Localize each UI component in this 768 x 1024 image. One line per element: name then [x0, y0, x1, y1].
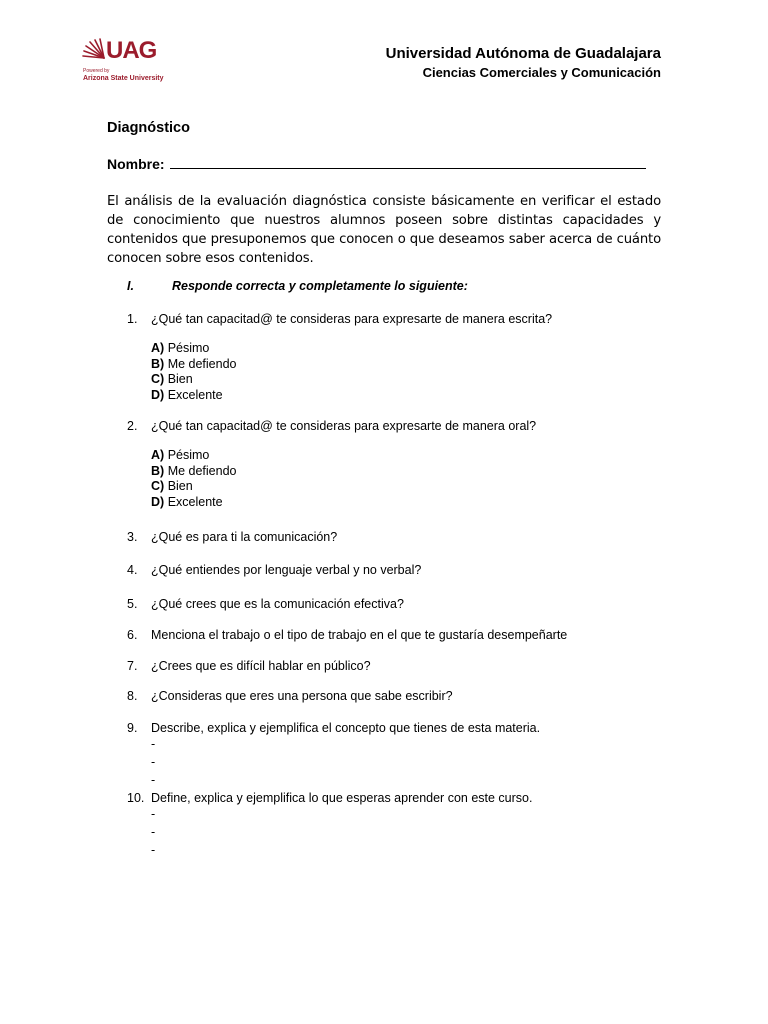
- department-name: Ciencias Comerciales y Comunicación: [422, 65, 661, 80]
- question-2: [127, 418, 536, 434]
- question-number: 10.: [127, 791, 145, 805]
- name-label: Nombre:: [107, 156, 165, 172]
- sunburst-logo-icon: [82, 38, 108, 60]
- answer-dash: -: [151, 843, 156, 857]
- option-b: B) Me defiendo: [151, 463, 237, 478]
- question-text: ¿Qué es para ti la comunicación?: [151, 530, 338, 544]
- option-c: C) Bien: [151, 479, 193, 493]
- name-blank-line: [170, 155, 646, 169]
- intro-paragraph: El análisis de la evaluación diagnóstica consiste básicamente en verificar el estado de conocimiento que nuestros alumnos poseen sobre distintas capacidades y contenidos que presuponemos que conocen o que deseamos saber acerca de cuánto conocen sobre esos contenidos.: [107, 194, 661, 266]
- question-7: [127, 658, 371, 674]
- question-number: 6.: [127, 628, 138, 642]
- answer-dash: -: [151, 773, 156, 787]
- question-number: 5.: [127, 597, 138, 611]
- option-d: D) Excelente: [151, 494, 223, 509]
- question-9: [127, 720, 540, 736]
- question-text: ¿Qué entiendes por lenguaje verbal y no verbal?: [151, 563, 422, 577]
- question-text: Describe, explica y ejemplifica el concepto que tienes de esta materia.: [151, 721, 541, 735]
- uag-logo: [82, 38, 182, 86]
- question-text: ¿Crees que es difícil hablar en público?: [151, 659, 371, 673]
- question-2-options: [151, 448, 237, 510]
- question-number: 7.: [127, 659, 138, 673]
- section-heading: [127, 278, 468, 294]
- answer-dash: -: [151, 737, 156, 751]
- question-1-options: [151, 341, 237, 403]
- question-number: 3.: [127, 530, 138, 544]
- option-a: A) Pésimo: [151, 341, 210, 355]
- answer-dash: -: [151, 755, 156, 769]
- section-number: I.: [127, 279, 134, 293]
- question-9-answer-lines: [151, 735, 155, 789]
- section-heading-text: Responde correcta y completamente lo siguiente:: [172, 279, 468, 293]
- question-5: [127, 596, 404, 612]
- answer-dash: -: [151, 807, 156, 821]
- option-b: B) Me defiendo: [151, 356, 237, 371]
- logo-partner: Arizona State University: [83, 75, 164, 82]
- question-text: ¿Qué tan capacitad@ te consideras para expresarte de manera escrita?: [151, 312, 553, 326]
- question-number: 8.: [127, 689, 138, 703]
- question-text: ¿Qué tan capacitad@ te consideras para expresarte de manera oral?: [151, 419, 537, 433]
- question-6: [127, 627, 567, 643]
- question-number: 1.: [127, 312, 138, 326]
- logo-powered-by: Powered by: [83, 68, 110, 74]
- option-d: D) Excelente: [151, 387, 223, 402]
- question-text: ¿Consideras que eres una persona que sabe escribir?: [151, 689, 453, 703]
- answer-dash: -: [151, 825, 156, 839]
- name-field: [107, 155, 646, 173]
- option-a: A) Pésimo: [151, 448, 210, 462]
- question-text: Menciona el trabajo o el tipo de trabajo en el que te gustaría desempeñarte: [151, 628, 568, 642]
- question-1: [127, 311, 552, 327]
- option-c: C) Bien: [151, 372, 193, 386]
- document-title: Diagnóstico: [107, 120, 190, 136]
- question-4: [127, 562, 421, 578]
- question-number: 4.: [127, 563, 138, 577]
- logo-brand: UAG: [106, 37, 157, 64]
- question-8: [127, 688, 453, 704]
- question-10-answer-lines: [151, 805, 155, 859]
- question-text: Define, explica y ejemplifica lo que esperas aprender con este curso.: [151, 791, 533, 805]
- question-text: ¿Qué crees que es la comunicación efectiva?: [151, 597, 404, 611]
- question-number: 2.: [127, 419, 138, 433]
- question-10: [127, 790, 532, 806]
- question-number: 9.: [127, 721, 138, 735]
- university-name: Universidad Autónoma de Guadalajara: [385, 45, 661, 62]
- question-3: [127, 529, 337, 545]
